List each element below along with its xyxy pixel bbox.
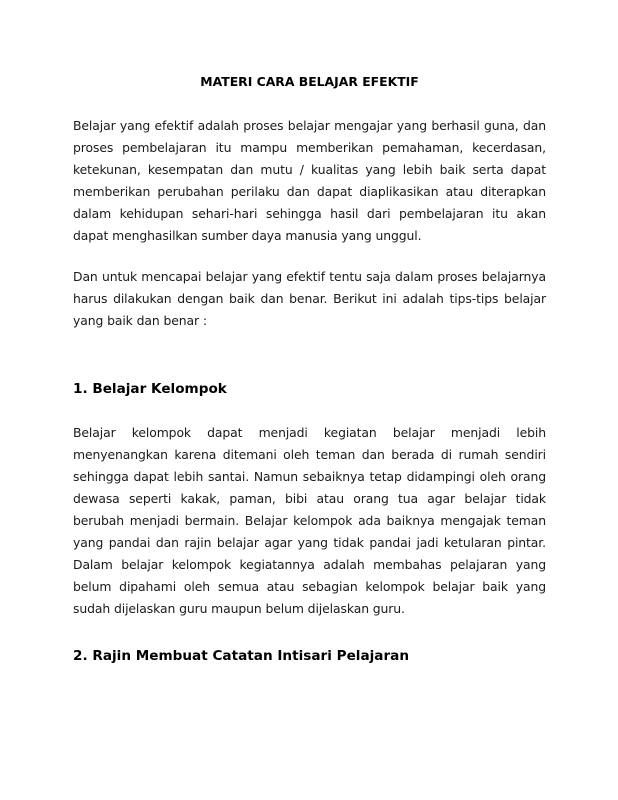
section-heading-2: 2. Rajin Membuat Catatan Intisari Pelajaran bbox=[73, 648, 410, 664]
section-body-1: Belajar kelompok dapat menjadi kegiatan belajar menjadi lebih menyenangkan karena ditemani oleh teman dan berada di rumah sendiri sehingga dapat lebih santai. Namun sebaiknya tetap didampingi oleh orang dewasa seperti kakak, paman, bibi atau orang tua agar belajar tidak berubah menjadi bermain. Belajar kelompok ada baiknya mengajak teman yang pandai dan rajin belajar agar yang tidak pandai jadi ketularan pintar. Dalam belajar kelompok kegiatannya adalah membahas pelajaran yang belum dipahami oleh semua atau sebagian kelompok belajar baik yang sudah dijelaskan guru maupun belum dijelaskan guru. bbox=[73, 425, 546, 616]
intro-paragraph-1: Belajar yang efektif adalah proses belajar mengajar yang berhasil guna, dan proses pembelajaran itu mampu memberikan pemahaman, kecerdasan, ketekunan, kesempatan dan mutu / kualitas yang lebih baik serta dapat memberikan perubahan perilaku dan dapat diaplikasikan atau diterapkan dalam kehidupan sehari-hari sehingga hasil dari pembelajaran itu akan dapat menghasilkan sumber daya manusia yang unggul. bbox=[73, 118, 546, 243]
document-title: MATERI CARA BELAJAR EFEKTIF bbox=[200, 74, 419, 89]
section-heading-1: 1. Belajar Kelompok bbox=[73, 381, 227, 397]
intro-paragraph-2: Dan untuk mencapai belajar yang efektif tentu saja dalam proses belajarnya harus dilakukan dengan baik dan benar. Berikut ini adalah tips-tips belajar yang baik dan benar : bbox=[73, 269, 546, 328]
